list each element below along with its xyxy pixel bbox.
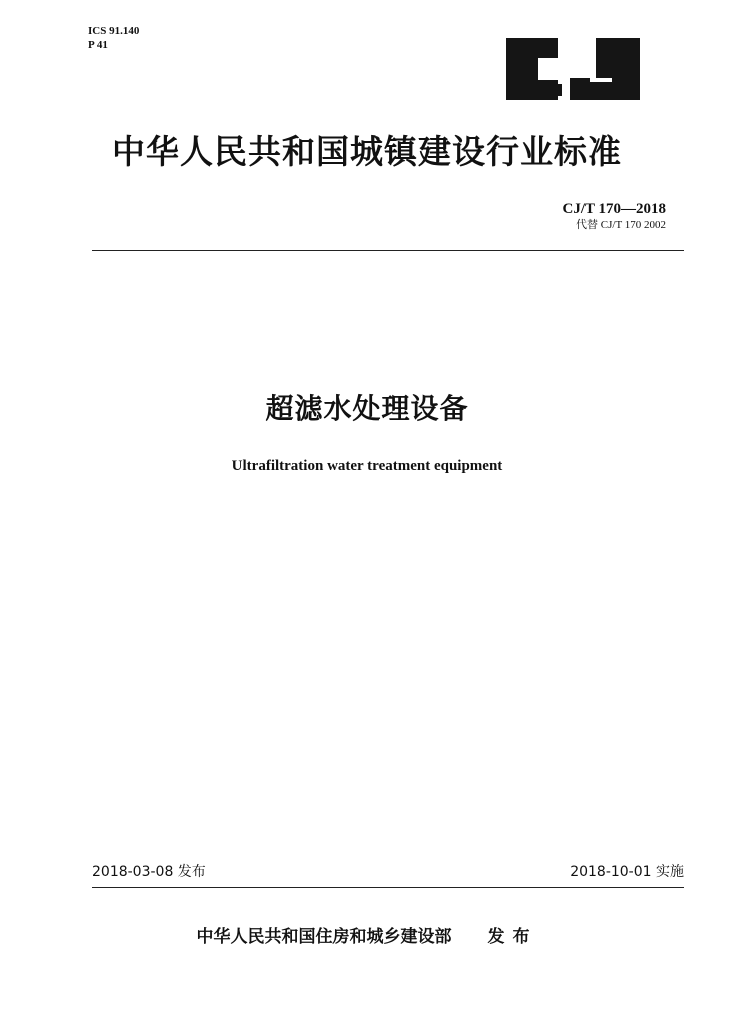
classification-codes xyxy=(88,24,139,52)
top-divider xyxy=(92,250,684,251)
issue-date: 2018-03-08 发布 xyxy=(92,864,206,880)
replaces-standard: 代替 CJ/T 170 2002 xyxy=(576,219,666,231)
bottom-divider xyxy=(92,887,684,888)
publisher-name: 中华人民共和国住房和城乡建设部 xyxy=(196,927,452,947)
standard-number: CJ/T 170—2018 xyxy=(562,201,666,217)
document-title-en: Ultrafiltration water treatment equipment xyxy=(231,458,503,474)
document-title-zh: 超滤水处理设备 xyxy=(265,392,469,425)
standard-number-block xyxy=(563,200,666,232)
cj-logo xyxy=(500,34,641,104)
sector-standard-title: 中华人民共和国城镇建设行业标准 xyxy=(112,132,622,171)
publisher-line xyxy=(0,925,734,949)
ccs-code: P 41 xyxy=(88,39,108,51)
publisher-action: 发布 xyxy=(487,927,538,947)
implementation-date: 2018-10-01 实施 xyxy=(570,864,684,880)
ics-code: ICS 91.140 xyxy=(88,25,140,37)
